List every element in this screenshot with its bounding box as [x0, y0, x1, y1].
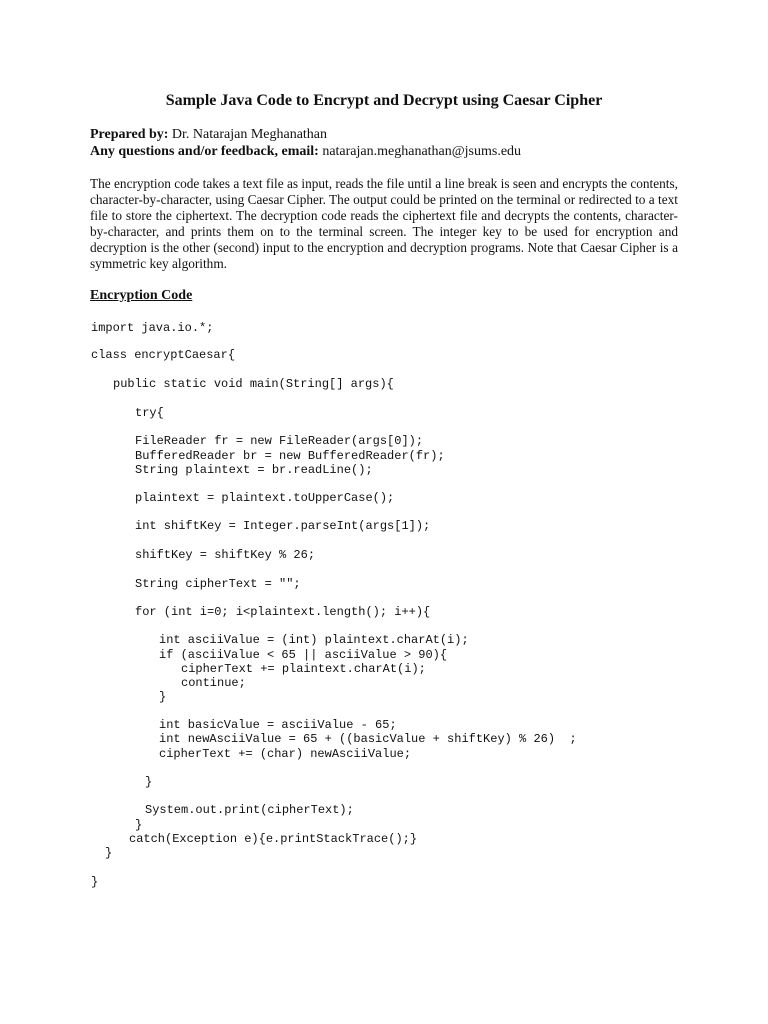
contact-line — [90, 143, 521, 160]
code-line: } — [105, 846, 113, 860]
code-line: catch(Exception e){e.printStackTrace();} — [129, 832, 418, 846]
code-line: class encryptCaesar{ — [91, 348, 236, 362]
contact-email: natarajan.meghanathan@jsums.edu — [318, 144, 522, 159]
code-line: } — [91, 875, 99, 889]
code-line: System.out.print(cipherText); — [145, 803, 354, 817]
intro-paragraph: The encryption code takes a text file as input, reads the file until a line break is seen and encrypts the contents, character-by-character, using Caesar Cipher. The output could be printed on the terminal or redirected to a text file to store the ciphertext. The decryption code reads the ciphertext file and decrypts the contents, character-by-character, and prints them on to the terminal screen. The integer key to be used for encryption and decryption is the other (second) input to the encryption and decryption programs. Note that Caesar Cipher is a symmetric key algorithm. — [90, 176, 678, 271]
code-line: String cipherText = ""; — [135, 577, 301, 591]
code-line: int newAsciiValue = 65 + ((basicValue + shiftKey) % 26) ; — [159, 732, 577, 746]
code-line: cipherText += plaintext.charAt(i); — [181, 662, 426, 676]
code-line: plaintext = plaintext.toUpperCase(); — [135, 491, 395, 505]
code-line: shiftKey = shiftKey % 26; — [135, 548, 316, 562]
code-line: int asciiValue = (int) plaintext.charAt(i); — [159, 633, 469, 647]
code-line: FileReader fr = new FileReader(args[0]); — [135, 434, 424, 448]
code-line: } — [135, 818, 143, 832]
code-line: String plaintext = br.readLine(); — [135, 463, 373, 477]
code-line: cipherText += (char) newAsciiValue; — [159, 747, 412, 761]
prepared-by-label: Prepared by: — [90, 127, 169, 142]
code-line: for (int i=0; i<plaintext.length(); i++){ — [135, 605, 431, 619]
code-line: int shiftKey = Integer.parseInt(args[1]); — [135, 519, 431, 533]
code-line: } — [159, 690, 167, 704]
code-line: try{ — [135, 406, 164, 420]
questions-label: Any questions and/or feedback, email: — [90, 144, 319, 159]
code-line: if (asciiValue < 65 || asciiValue > 90){ — [159, 648, 448, 662]
author-info — [90, 126, 521, 160]
prepared-by-value: Dr. Natarajan Meghanathan — [168, 127, 328, 142]
code-line: continue; — [181, 676, 246, 690]
code-line: int basicValue = asciiValue - 65; — [159, 718, 397, 732]
section-heading: Encryption Code — [90, 288, 193, 303]
prepared-by-line — [90, 126, 521, 143]
code-line: } — [145, 775, 153, 789]
code-line: BufferedReader br = new BufferedReader(fr); — [135, 449, 445, 463]
code-line: import java.io.*; — [91, 321, 214, 335]
code-line: public static void main(String[] args){ — [113, 377, 394, 391]
document-title: Sample Java Code to Encrypt and Decrypt using Caesar Cipher — [165, 92, 603, 109]
